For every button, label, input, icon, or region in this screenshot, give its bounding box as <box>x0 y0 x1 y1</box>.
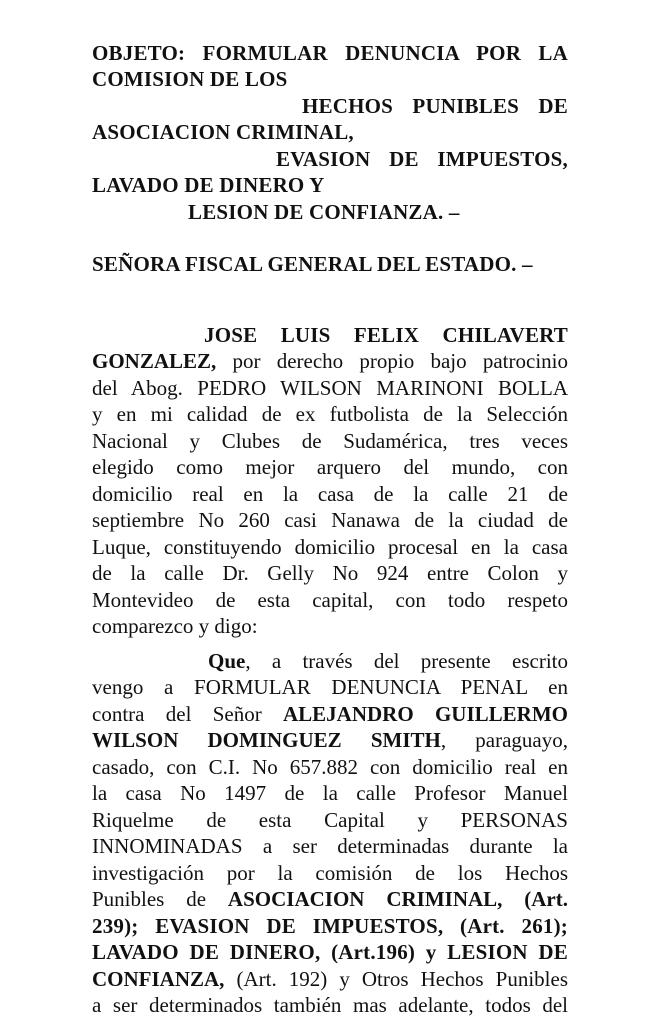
body-line: Montevideo de esta capital, con todo respeto <box>92 588 568 612</box>
body-text: , paraguayo, <box>440 728 568 752</box>
crime-list-line: LAVADO DE DINERO, (Art.196) y LESION DE <box>92 940 568 964</box>
body-line <box>92 966 568 992</box>
body-text: , a través del presente escrito <box>245 649 568 673</box>
body-line: vengo a FORMULAR DENUNCIA PENAL en <box>92 675 568 699</box>
crime-list: CONFIANZA, <box>92 967 225 991</box>
body-line <box>92 348 568 374</box>
body-line: Riquelme de esta Capital y PERSONAS <box>92 808 568 832</box>
crime-list-line: 239); EVASION DE IMPUESTOS, (Art. 261); <box>92 914 568 938</box>
subject-line-3: HECHOS PUNIBLES DE <box>302 94 568 118</box>
body-line: investigación por la comisión de los Hechos <box>92 861 568 885</box>
body-line: domicilio real en la casa de la calle 21 de <box>92 482 568 506</box>
complainant-surname: GONZALEZ, <box>92 349 217 373</box>
body-line: septiembre No 260 casi Nanawa de la ciudad de <box>92 508 568 532</box>
accused-name: ALEJANDRO GUILLERMO <box>283 702 568 726</box>
body-line <box>92 727 568 753</box>
body-line: casado, con C.I. No 657.882 con domicilio real en <box>92 755 568 779</box>
complainant-name-line: JOSE LUIS FELIX CHILAVERT <box>204 323 568 347</box>
body-line <box>92 701 568 727</box>
body-line: y en mi calidad de ex futbolista de la Selección <box>92 402 568 426</box>
que-word: Que <box>208 649 246 673</box>
body-line: INNOMINADAS a ser determinadas durante la <box>92 834 568 858</box>
subject-line-5: EVASION DE IMPUESTOS, <box>276 147 568 171</box>
body-line: la casa No 1497 de la calle Profesor Manuel <box>92 781 568 805</box>
body-line: Nacional y Clubes de Sudamérica, tres veces <box>92 429 568 453</box>
subject-line-7: LESION DE CONFIANZA. – <box>188 200 460 224</box>
subject-line-4: ASOCIACION CRIMINAL, <box>92 120 354 144</box>
body-text: contra del Señor <box>92 702 283 726</box>
subject-line-1: OBJETO: FORMULAR DENUNCIA POR LA <box>92 41 568 65</box>
body-line: comparezco y digo: <box>92 614 258 638</box>
subject-line-6: LAVADO DE DINERO Y <box>92 173 325 197</box>
body-line: de la calle Dr. Gelly No 924 entre Colon y <box>92 561 568 585</box>
body-line: del Abog. PEDRO WILSON MARINONI BOLLA <box>92 376 568 400</box>
body-line <box>92 886 568 912</box>
subject-line-2: COMISION DE LOS <box>92 67 288 91</box>
addressee: SEÑORA FISCAL GENERAL DEL ESTADO. – <box>92 252 533 276</box>
body-line <box>208 648 568 674</box>
body-text: (Art. 192) y Otros Hechos Punibles <box>224 967 568 991</box>
body-line: elegido como mejor arquero del mundo, con <box>92 455 568 479</box>
body-text: Punibles de <box>92 887 228 911</box>
accused-surname: WILSON DOMINGUEZ SMITH <box>92 728 441 752</box>
body-line: a ser determinados también mas adelante, todos del <box>92 993 568 1017</box>
body-line: Luque, constituyendo domicilio procesal en la casa <box>92 535 568 559</box>
crime-list: ASOCIACION CRIMINAL, (Art. <box>227 887 568 911</box>
body-text: por derecho propio bajo patrocinio <box>216 349 568 373</box>
